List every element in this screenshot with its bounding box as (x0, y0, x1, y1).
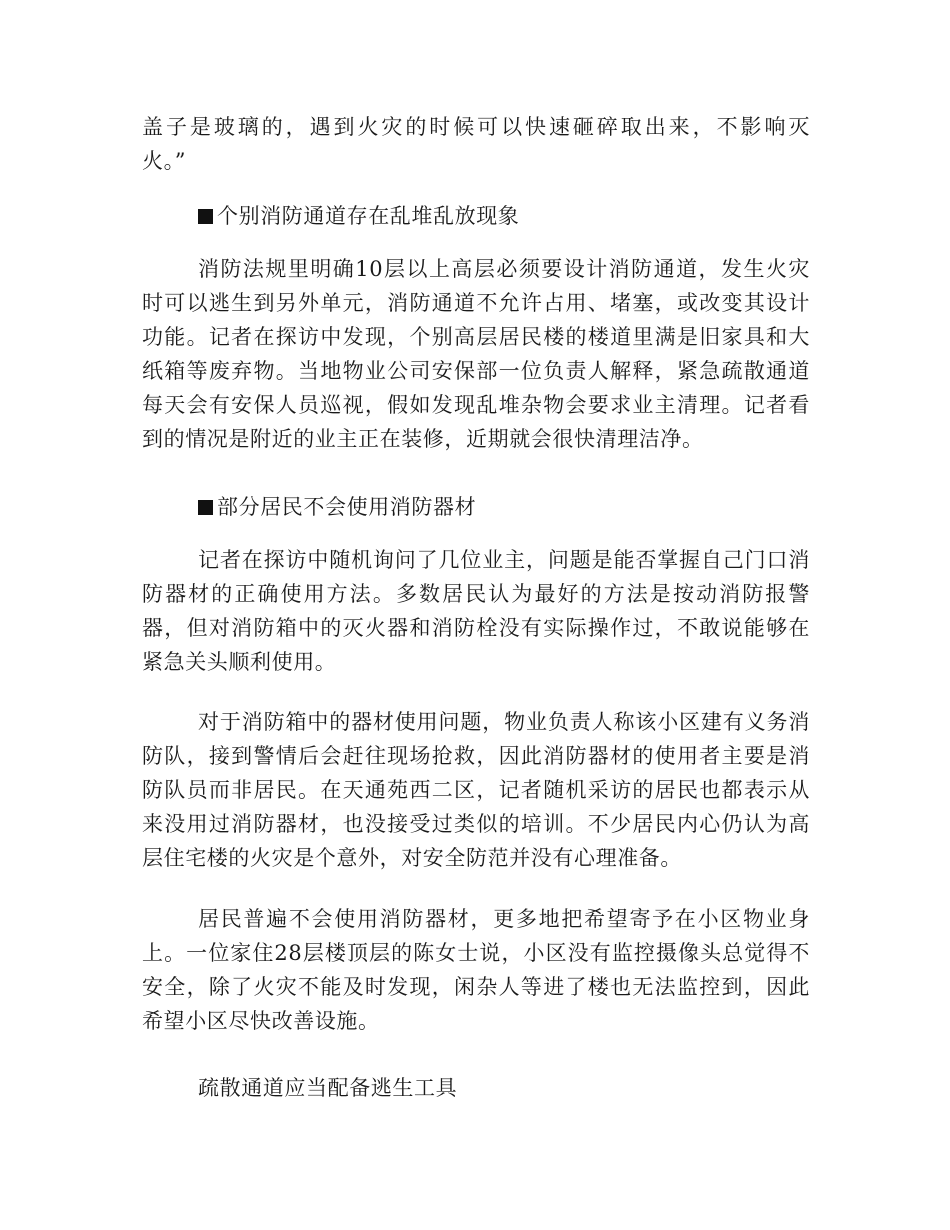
text-line: 到的情况是附近的业主正在装修，近期就会很快清理洁净。 (142, 427, 704, 451)
heading-text: 个别消防通道存在乱堆乱放现象 (217, 204, 520, 228)
text-line: 防队员而非居民。在天通苑西二区，记者随机采访的居民也都表示从 (142, 778, 810, 802)
text-line: 功能。记者在探访中发现，个别高层居民楼的楼道里满是旧家具和大 (142, 325, 810, 349)
text-line: 消防法规里明确10层以上高层必须要设计消防通道，发生火灾 (198, 257, 810, 281)
text-line: 时可以逃生到另外单元，消防通道不允许占用、堵塞，或改变其设计 (142, 291, 810, 315)
text-line: 防队，接到警情后会赶往现场抢救，因此消防器材的使用者主要是消 (142, 744, 810, 768)
paragraph-property-response (142, 705, 810, 875)
heading-text: 疏散通道应当配备逃生工具 (198, 1076, 458, 1100)
text-line: 对于消防箱中的器材使用问题，物业负责人称该小区建有义务消 (198, 710, 810, 734)
text-line: 居民普遍不会使用消防器材，更多地把希望寄予在小区物业身 (198, 907, 810, 931)
text-line: 希望小区尽快改善设施。 (142, 1009, 380, 1033)
text-line: 安全，除了火灾不能及时发现，闲杂人等进了楼也无法监控到，因此 (142, 975, 810, 999)
text-line: 来没用过消防器材，也没接受过类似的培训。不少居民内心仍认为高 (142, 812, 810, 836)
paragraph-fire-passage (142, 252, 810, 456)
paragraph-continuation (142, 110, 810, 178)
text-line: 盖子是玻璃的，遇到火灾的时候可以快速砸碎取出来，不影响灭 (142, 115, 810, 139)
text-line: 器，但对消防箱中的灭火器和消防栓没有实际操作过，不敢说能够在 (142, 616, 810, 640)
section-heading-passage-clutter (198, 199, 519, 233)
text-line: 防器材的正确使用方法。多数居民认为最好的方法是按动消防报警 (142, 582, 810, 606)
black-square-icon (198, 209, 213, 224)
text-line: 上。一位家住28层楼顶层的陈女士说，小区没有监控摄像头总觉得不 (142, 941, 810, 965)
text-line: 紧急关头顺利使用。 (142, 650, 337, 674)
section-heading-residents-equipment (198, 490, 476, 524)
text-line: 每天会有安保人员巡视，假如发现乱堆杂物会要求业主清理。记者看 (142, 393, 810, 417)
heading-text: 部分居民不会使用消防器材 (217, 495, 477, 519)
paragraph-residents-hope (142, 902, 810, 1038)
section-heading-evacuation-tools (198, 1071, 457, 1105)
paragraph-interview (142, 543, 810, 679)
text-line: 纸箱等废弃物。当地物业公司安保部一位负责人解释，紧急疏散通道 (142, 359, 810, 383)
text-line: 火。” (142, 149, 187, 173)
text-line: 记者在探访中随机询问了几位业主，问题是能否掌握自己门口消 (198, 548, 810, 572)
black-square-icon (198, 500, 213, 515)
text-line: 层住宅楼的火灾是个意外，对安全防范并没有心理准备。 (142, 846, 682, 870)
